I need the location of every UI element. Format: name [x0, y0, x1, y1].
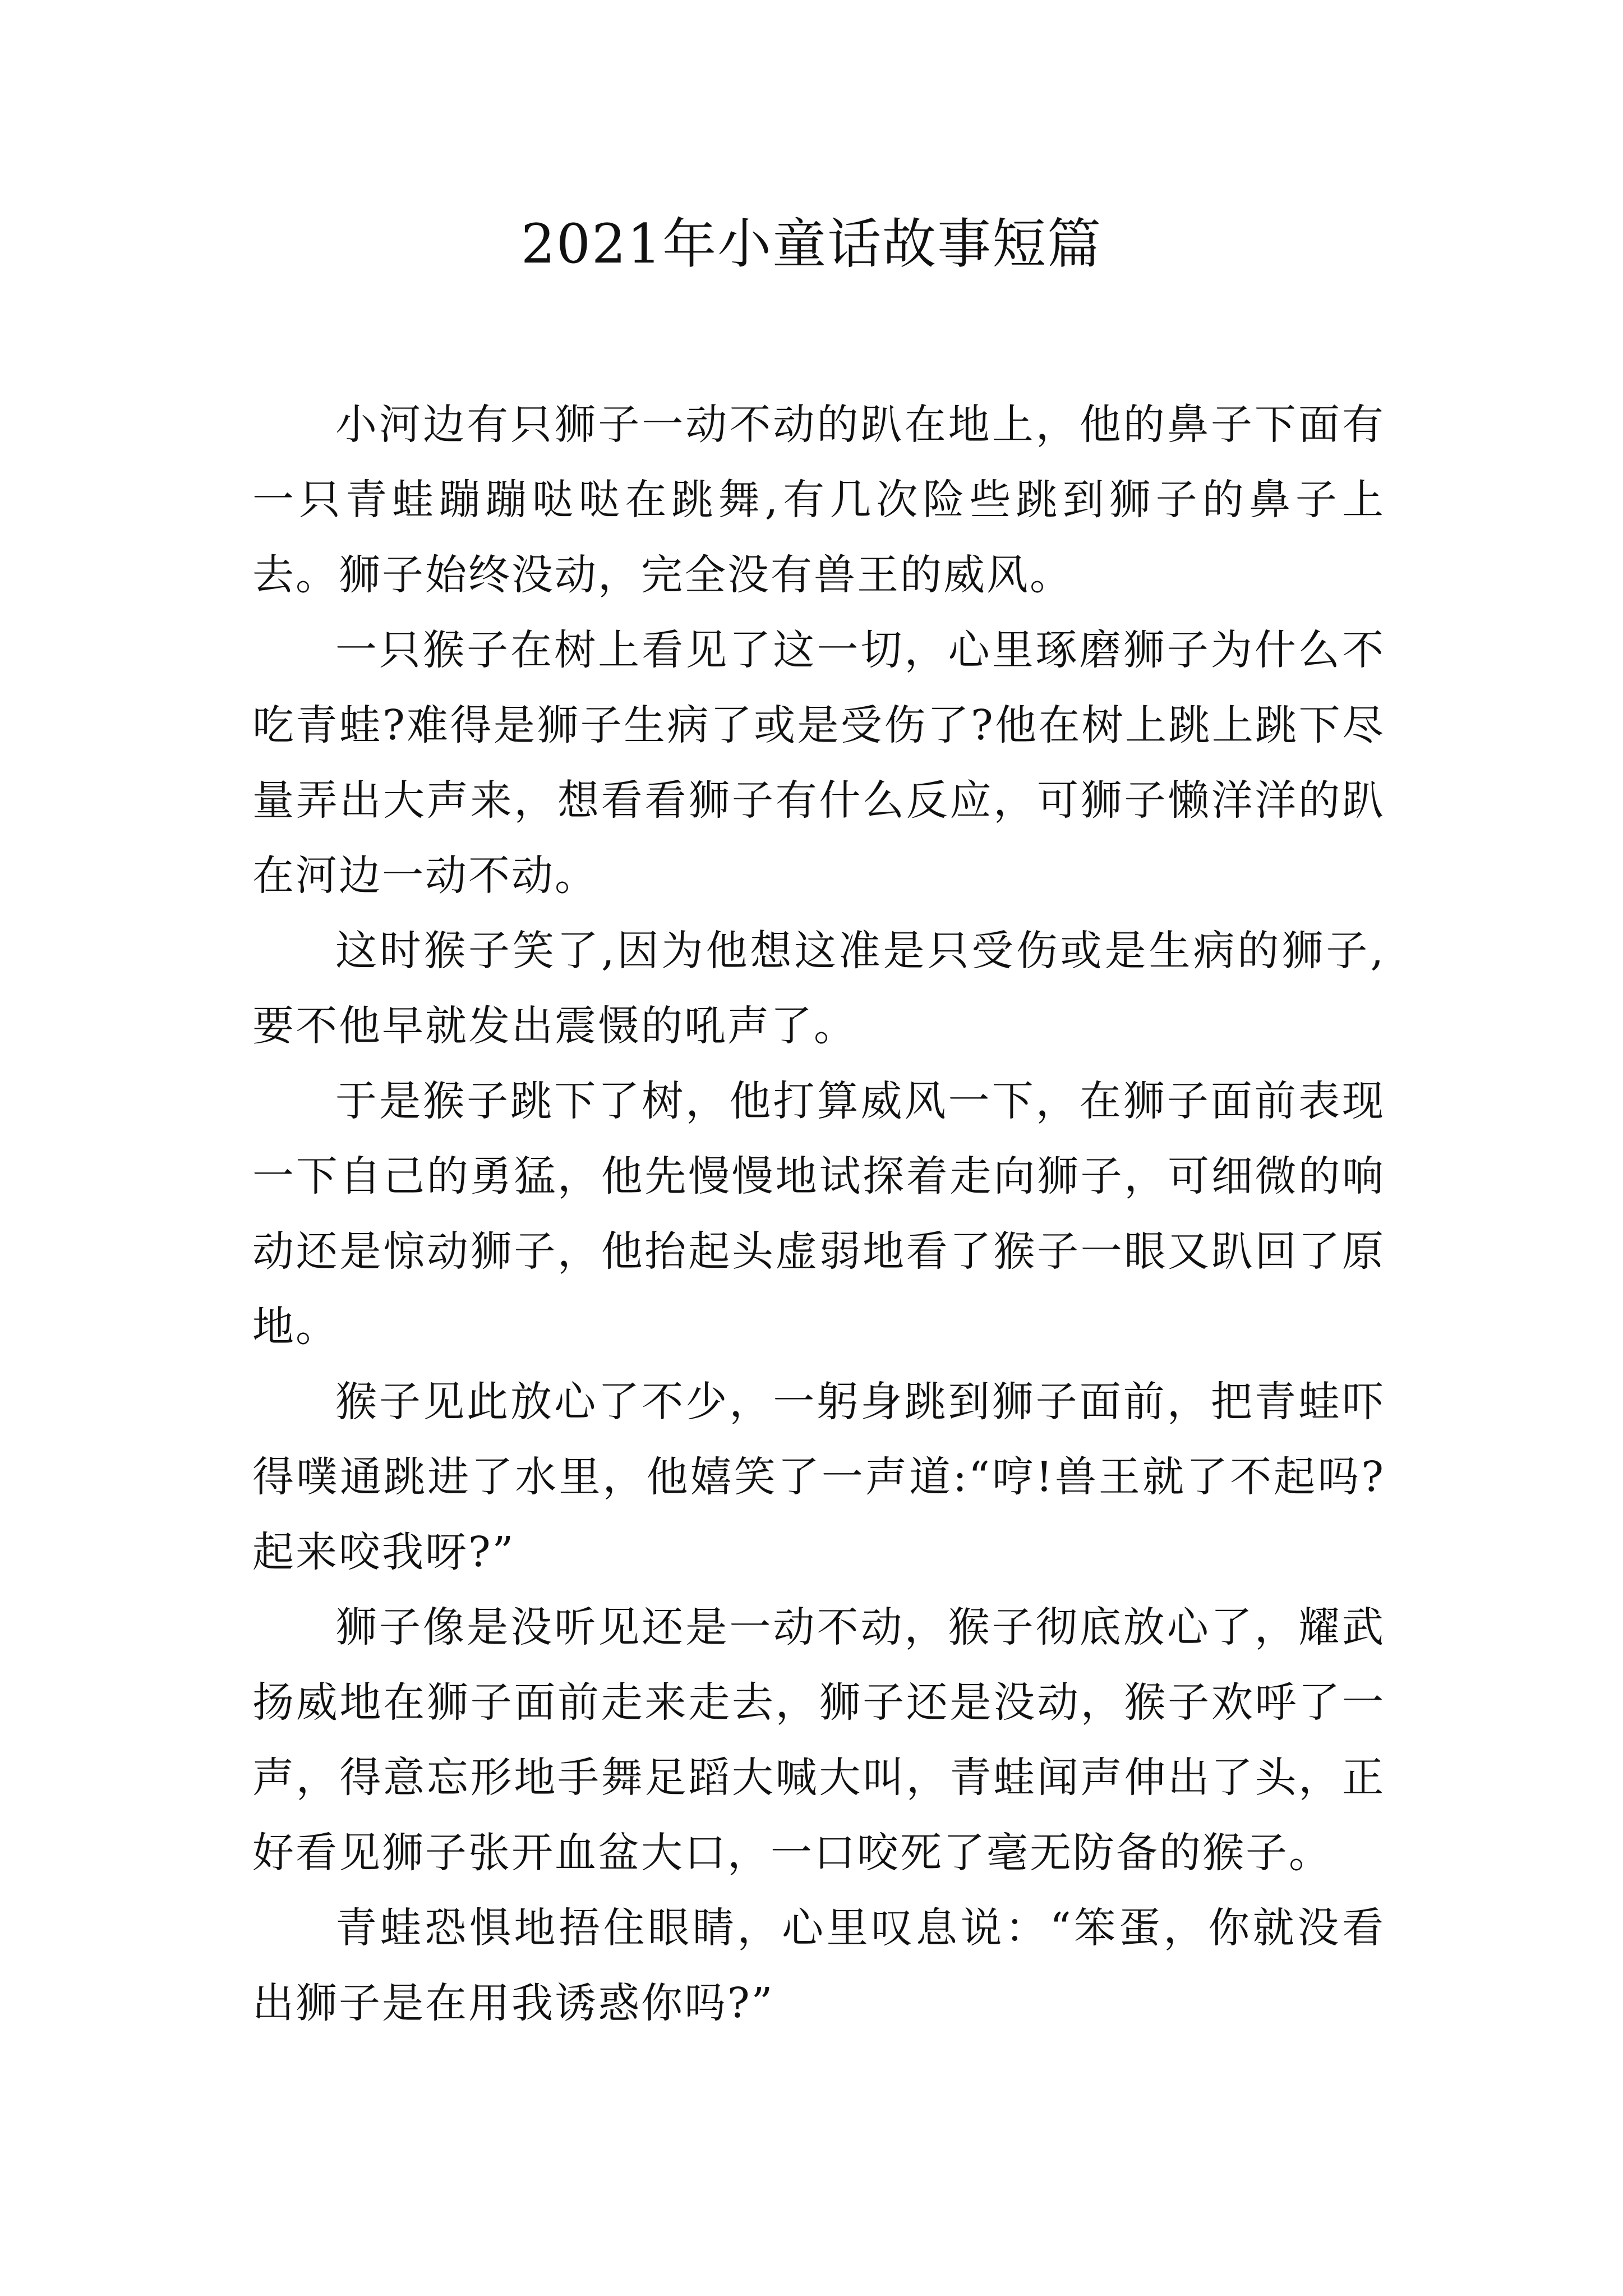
- paragraph-5: 猴子见此放心了不少，一躬身跳到狮子面前，把青蛙吓得噗通跳进了水里，他嬉笑了一声道:“哼!兽王就了不起吗?起来咬我呀?”: [252, 1378, 1385, 1576]
- paragraph-4: 于是猴子跳下了树，他打算威风一下，在狮子面前表现一下自己的勇猛，他先慢慢地试探着走向狮子，可细微的响动还是惊动狮子，他抬起头虚弱地看了猴子一眼又趴回了原地。: [252, 1077, 1385, 1351]
- paragraph-7: 青蛙恐惧地捂住眼睛，心里叹息说：“笨蛋，你就没看出狮子是在用我诱惑你吗?”: [252, 1904, 1385, 2027]
- paragraph-1: 小河边有只狮子一动不动的趴在地上，他的鼻子下面有一只青蛙蹦蹦哒哒在跳舞,有几次险些跳到狮子的鼻子上去。狮子始终没动，完全没有兽王的威风。: [252, 401, 1385, 599]
- paragraph-6: 狮子像是没听见还是一动不动，猴子彻底放心了，耀武扬威地在狮子面前走来走去，狮子还是没动，猴子欢呼了一声，得意忘形地手舞足蹈大喊大叫，青蛙闻声伸出了头，正好看见狮子张开血盆大口，一口咬死了毫无防备的猴子。: [252, 1603, 1385, 1877]
- paragraph-2: 一只猴子在树上看见了这一切，心里琢磨狮子为什么不吃青蛙?难得是狮子生病了或是受伤了?他在树上跳上跳下尽量弄出大声来，想看看狮子有什么反应，可狮子懒洋洋的趴在河边一动不动。: [252, 626, 1385, 900]
- document-body: [252, 387, 1385, 2041]
- document-title: 2021年小童话故事短篇: [520, 213, 1103, 275]
- paragraph-3: 这时猴子笑了,因为他想这准是只受伤或是生病的狮子,要不他早就发出震慑的吼声了。: [252, 927, 1385, 1050]
